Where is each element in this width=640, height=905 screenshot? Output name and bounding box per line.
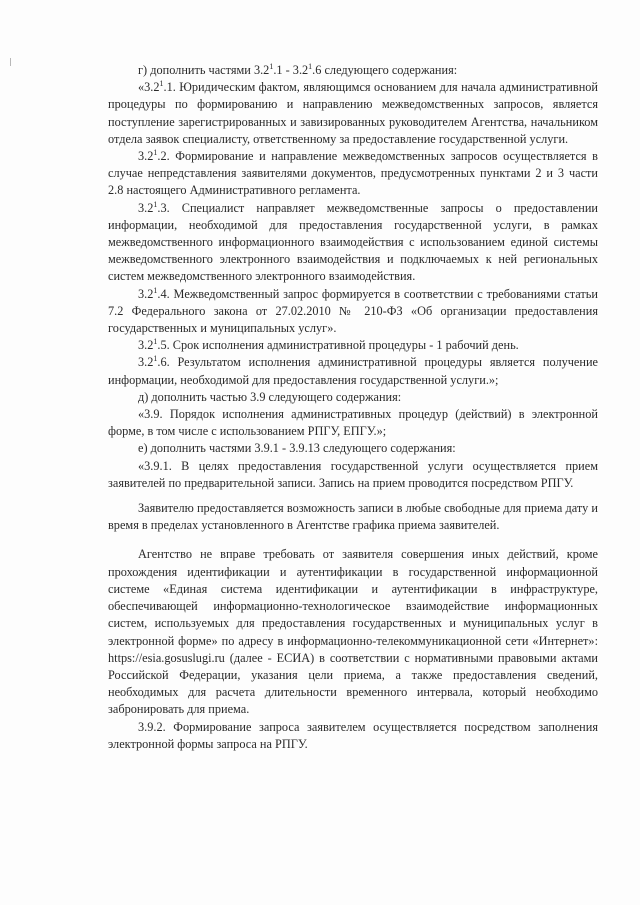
margin-mark bbox=[10, 58, 11, 66]
paragraph-3-2-1-2: $3.2^1.2$. Формирование и направление межведомственных запросов осуществляется в случае непредставления заявителями документов, предусмотренных пунктами 2 и 3 части 2.8 настоящего Административного регламента. bbox=[108, 147, 598, 198]
paragraph-3-9-1: «3.9.1. В целях предоставления государственной услуги осуществляется прием заявителей по предварительной записи. Запись на прием проводится посредством РПГУ. bbox=[108, 458, 598, 490]
paragraph-intro-g: г) дополнить частями $3.2^1.1 - 3.2^1.6$ следующего содержания: bbox=[138, 61, 458, 77]
paragraph-3-2-1-4: $3.2^1.4$. Межведомственный запрос формируется в соответствии с требованиями статьи 7.2 Федерального закона от 27.02.2010 № 210-ФЗ «Об организации предоставления государственных и муниципальных услуг». bbox=[108, 285, 598, 336]
paragraph-3-2-1-1: «$3.2^1.1$. Юридическим фактом, являющимся основанием для начала административной процедуры по формированию и направлению межведомственных запросов, является поступление зарегистрированных и завизированных руководителем Агентства, начальником отдела заявок специалисту, ответственному за предоставление государственной услуги. bbox=[108, 79, 598, 146]
paragraph-3-2-1-5: $3.2^1.5$. Срок исполнения административной процедуры - 1 рабочий день. bbox=[138, 337, 519, 353]
document-body bbox=[108, 62, 598, 753]
paragraph-3-9: «3.9. Порядок исполнения административных процедур (действий) в электронной форме, в том числе с использованием РПГУ, ЕПГУ.»; bbox=[108, 407, 598, 439]
paragraph-applicant-booking: Заявителю предоставляется возможность записи в любые свободные для приема дату и время в пределах установленного в Агентстве графика приема заявителей. bbox=[108, 501, 598, 533]
paragraph-3-9-2: 3.9.2. Формирование запроса заявителем осуществляется посредством заполнения электронной формы запроса на РПГУ. bbox=[108, 719, 598, 751]
paragraph-agency-requirements: Агентство не вправе требовать от заявителя совершения иных действий, кроме прохождения идентификации и аутентификации в государственной информационной системе «Единая система идентификации и аутентификации в инфраструктуре, обеспечивающей информационно-технологическое взаимодействие информационных систем, используемых для предоставления государственных и муниципальных услуг в электронной форме» по адресу в информационно-телекоммуникационной сети «Интернет»: https://esia.gosuslugi.ru (далее - ЕСИА) в соответствии с нормативными правовыми актами Российской Федерации, указания цели приема, а также предоставления сведений, необходимых для расчета длительности временного интервала, который необходимо забронировать для приема. bbox=[108, 547, 598, 717]
paragraph-intro-d: д) дополнить частью 3.9 следующего содержания: bbox=[138, 389, 402, 404]
paragraph-3-2-1-3: $3.2^1.3$. Специалист направляет межведомственные запросы о предоставлении информации, необходимой для предоставления государственной услуги, в рамках межведомственного информационного взаимодействия с использованием единой системы межведомственного электронного взаимодействия и подключаемых к ней региональных систем межведомственного электронного взаимодействия. bbox=[108, 199, 598, 284]
paragraph-intro-e: е) дополнить частями 3.9.1 - 3.9.13 следующего содержания: bbox=[138, 441, 456, 456]
paragraph-3-2-1-6: $3.2^1.6$. Результатом исполнения административной процедуры является получение информации, необходимой для предоставления государственной услуги.»; bbox=[108, 354, 598, 387]
